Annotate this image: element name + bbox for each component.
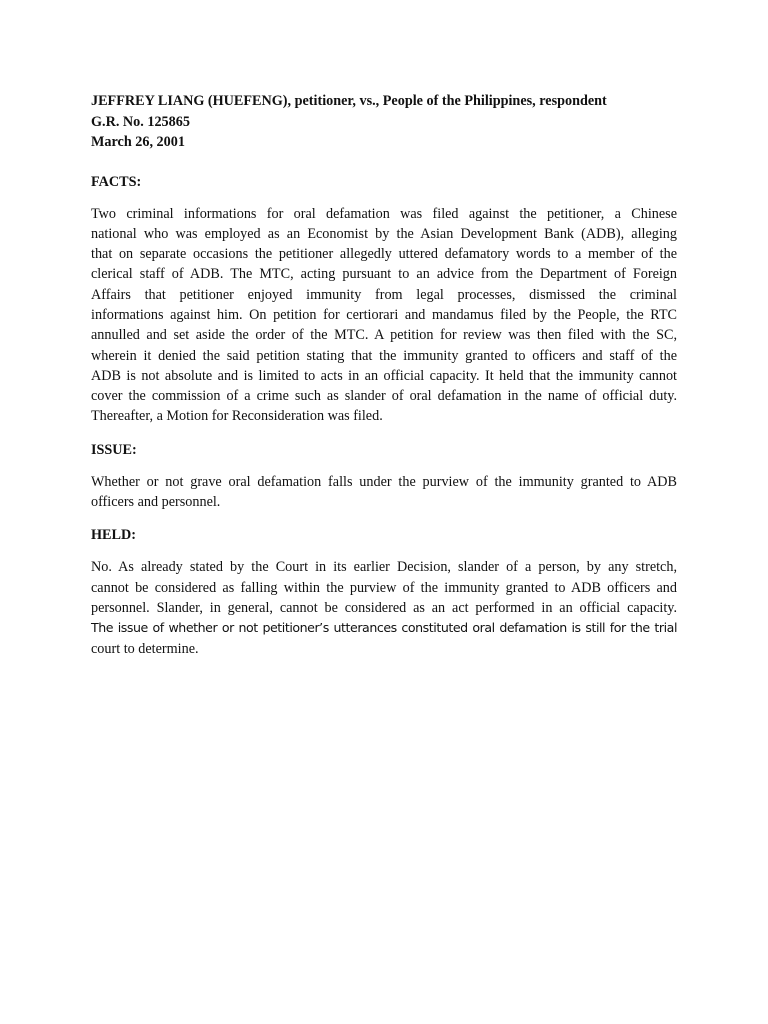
held-line: cannot be considered as falling within the purview of the immunity granted to ADB officers and bbox=[91, 579, 677, 596]
facts-line: clerical staff of ADB. The MTC, acting pursuant to an advice from the Department of Foreign bbox=[91, 266, 677, 283]
issue-line: officers and personnel. bbox=[91, 494, 221, 511]
facts-line: annulled and set aside the order of the MTC. A petition for review was then filed with the SC, bbox=[91, 327, 677, 344]
facts-line: informations against him. On petition for certiorari and mandamus filed by the People, the RTC bbox=[91, 306, 677, 323]
held-section bbox=[91, 525, 677, 658]
held-line: No. As already stated by the Court in its earlier Decision, slander of a person, by any stretch, bbox=[91, 559, 677, 576]
held-paragraph bbox=[91, 557, 677, 658]
facts-line: that on separate occasions the petitioner allegedly uttered defamatory words to a member of the bbox=[91, 246, 677, 263]
held-heading: HELD: bbox=[91, 527, 136, 544]
facts-line: Thereafter, a Motion for Reconsideration was filed. bbox=[91, 408, 383, 425]
case-title: JEFFREY LIANG (HUEFENG), petitioner, vs., People of the Philippines, respondent bbox=[91, 93, 607, 109]
document-page bbox=[91, 91, 677, 659]
held-line: personnel. Slander, in general, cannot be considered as an act performed in an official capacity. bbox=[91, 599, 677, 616]
issue-section bbox=[91, 440, 677, 513]
case-date: March 26, 2001 bbox=[91, 134, 185, 150]
facts-line: wherein it denied the said petition stating that the immunity granted to officers and staff of the bbox=[91, 347, 677, 364]
facts-paragraph bbox=[91, 204, 677, 427]
issue-heading: ISSUE: bbox=[91, 441, 137, 458]
facts-line: Affairs that petitioner enjoyed immunity from legal processes, dismissed the criminal bbox=[91, 286, 677, 303]
facts-line: cover the commission of a crime such as slander of oral defamation in the name of official duty. bbox=[91, 388, 677, 405]
case-gr-number: G.R. No. 125865 bbox=[91, 113, 190, 130]
case-header bbox=[91, 91, 677, 153]
facts-line: national who was employed as an Economist by the Asian Development Bank (ADB), alleging bbox=[91, 225, 677, 242]
issue-paragraph bbox=[91, 472, 677, 513]
facts-section bbox=[91, 172, 677, 427]
facts-heading: FACTS: bbox=[91, 173, 142, 190]
held-line: court to determine. bbox=[91, 640, 199, 657]
facts-line: ADB is not absolute and is limited to acts in an official capacity. It held that the immunity cannot bbox=[91, 367, 677, 384]
issue-line: Whether or not grave oral defamation falls under the purview of the immunity granted to ADB bbox=[91, 473, 677, 490]
facts-line: Two criminal informations for oral defamation was filed against the petitioner, a Chinese bbox=[91, 205, 677, 222]
held-line: The issue of whether or not petitioner’s utterances constituted oral defamation is still for the trial bbox=[91, 620, 677, 636]
